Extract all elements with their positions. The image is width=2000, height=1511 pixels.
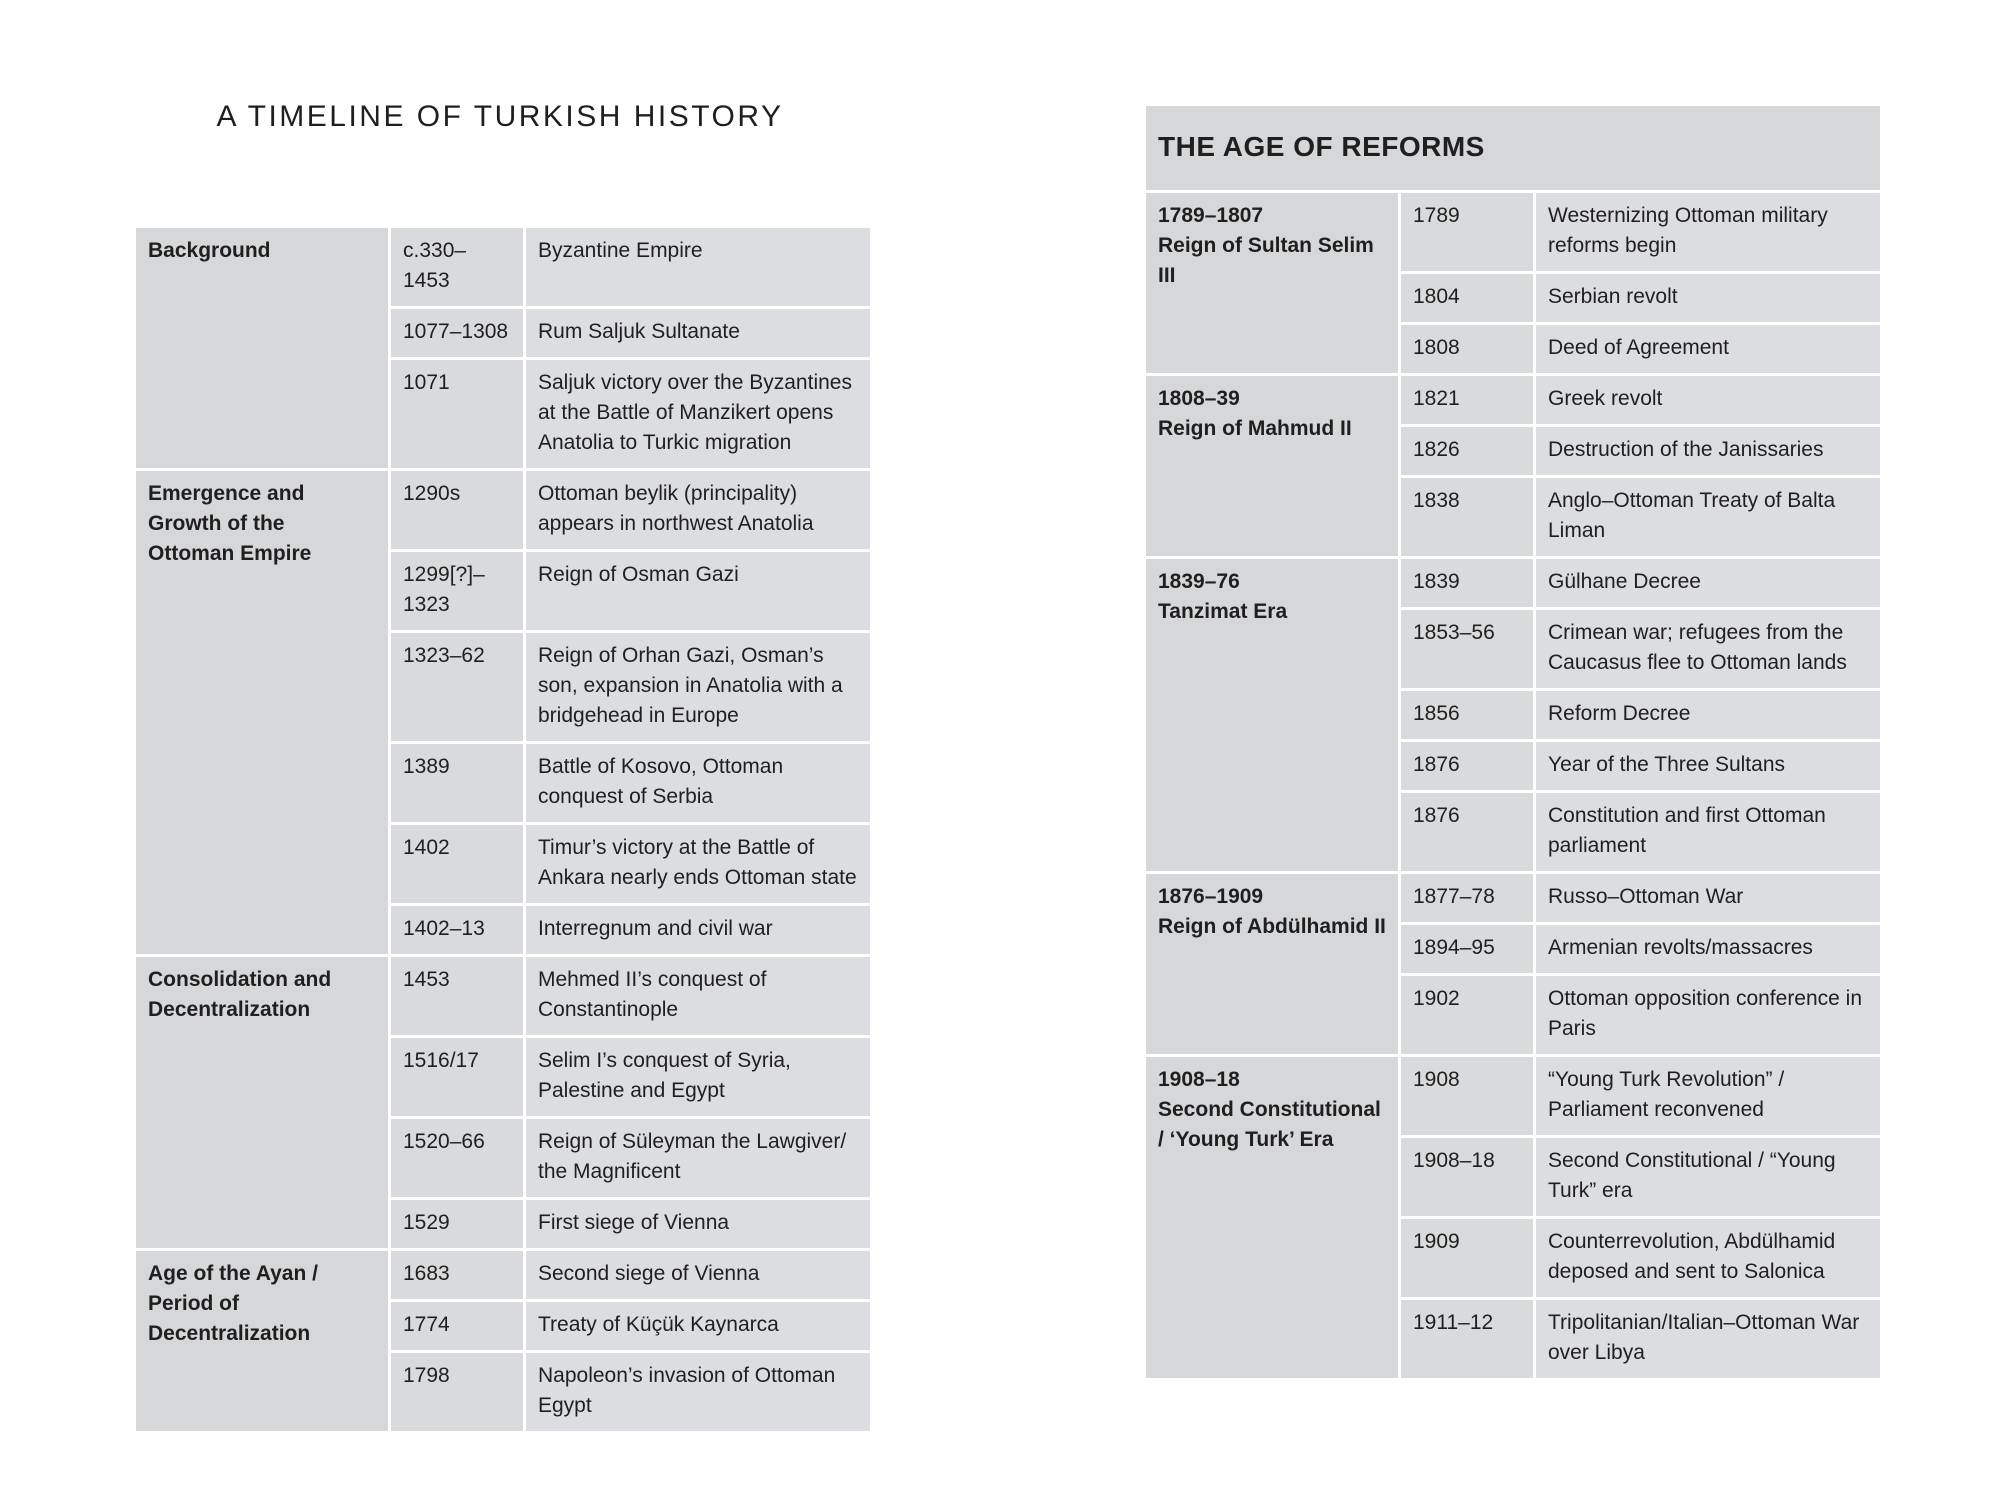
period-date: 1839–76 — [1158, 570, 1240, 593]
event-date: 1077–1308 — [390, 308, 525, 359]
left-page-title: A TIMELINE OF TURKISH HISTORY — [216, 100, 784, 133]
event-description: Westernizing Ottoman military reforms begin — [1535, 192, 1882, 273]
event-date: 1902 — [1400, 975, 1535, 1056]
event-date: 1516/17 — [390, 1037, 525, 1118]
period-cell — [135, 956, 390, 1250]
event-description: Reign of Osman Gazi — [525, 551, 872, 632]
event-description: Greek revolt — [1535, 375, 1882, 426]
event-date: 1821 — [1400, 375, 1535, 426]
event-description: Interregnum and civil war — [525, 905, 872, 956]
event-description: Napoleon’s invasion of Ottoman Egypt — [525, 1352, 872, 1433]
period-date: 1908–18 — [1158, 1068, 1240, 1091]
event-date: 1908 — [1400, 1056, 1535, 1137]
event-description: “Young Turk Revolution” / Parliament reconvened — [1535, 1056, 1882, 1137]
event-date: 1453 — [390, 956, 525, 1037]
event-date: 1908–18 — [1400, 1137, 1535, 1218]
event-description: Byzantine Empire — [525, 227, 872, 308]
left-timeline-table — [133, 225, 873, 1434]
timeline-row — [135, 470, 872, 551]
event-date: 1402–13 — [390, 905, 525, 956]
period-date: 1876–1909 — [1158, 885, 1264, 908]
event-date: 1856 — [1400, 690, 1535, 741]
event-date: c.330–1453 — [390, 227, 525, 308]
period-label: Emergence and Growth of the Ottoman Empire — [148, 482, 312, 565]
period-cell — [1145, 873, 1400, 1056]
event-description: Destruction of the Janissaries — [1535, 426, 1882, 477]
event-date: 1853–56 — [1400, 609, 1535, 690]
timeline-row — [1145, 192, 1882, 273]
event-date: 1789 — [1400, 192, 1535, 273]
period-label: Reign of Mahmud II — [1158, 417, 1352, 440]
event-date: 1323–62 — [390, 632, 525, 743]
timeline-row — [135, 227, 872, 308]
event-description: Saljuk victory over the Byzantines at the Battle of Manzikert opens Anatolia to Turkic migration — [525, 359, 872, 470]
period-cell — [135, 1250, 390, 1433]
event-description: Treaty of Küçük Kaynarca — [525, 1301, 872, 1352]
event-description: Reform Decree — [1535, 690, 1882, 741]
timeline-row — [1145, 1056, 1882, 1137]
reforms-title-row — [1145, 105, 1882, 192]
event-date: 1877–78 — [1400, 873, 1535, 924]
event-date: 1876 — [1400, 741, 1535, 792]
event-description: Russo–Ottoman War — [1535, 873, 1882, 924]
period-cell — [1145, 192, 1400, 375]
event-description: Armenian revolts/massacres — [1535, 924, 1882, 975]
event-date: 1299[?]–1323 — [390, 551, 525, 632]
event-description: Gülhane Decree — [1535, 558, 1882, 609]
period-cell — [135, 227, 390, 470]
period-cell — [1145, 558, 1400, 873]
period-cell — [135, 470, 390, 956]
event-date: 1389 — [390, 743, 525, 824]
event-date: 1808 — [1400, 324, 1535, 375]
period-date: 1808–39 — [1158, 387, 1240, 410]
timeline-row — [1145, 375, 1882, 426]
event-date: 1838 — [1400, 477, 1535, 558]
period-date: 1789–1807 — [1158, 204, 1264, 227]
event-description: Counterrevolution, Abdülhamid deposed and sent to Salonica — [1535, 1218, 1882, 1299]
event-description: Reign of Süleyman the Lawgiver/ the Magnificent — [525, 1118, 872, 1199]
event-description: Second Constitutional / “Young Turk” era — [1535, 1137, 1882, 1218]
event-description: Selim I’s conquest of Syria, Palestine and Egypt — [525, 1037, 872, 1118]
event-description: Year of the Three Sultans — [1535, 741, 1882, 792]
period-label: Consolidation and Decentralization — [148, 968, 332, 1021]
event-description: Ottoman beylik (principality) appears in northwest Anatolia — [525, 470, 872, 551]
event-description: Tripolitanian/Italian–Ottoman War over Libya — [1535, 1299, 1882, 1380]
event-date: 1071 — [390, 359, 525, 470]
period-label: Second Constitutional / ‘Young Turk’ Era — [1158, 1098, 1381, 1151]
event-date: 1894–95 — [1400, 924, 1535, 975]
period-label: Tanzimat Era — [1158, 600, 1288, 623]
event-date: 1804 — [1400, 273, 1535, 324]
event-date: 1876 — [1400, 792, 1535, 873]
period-label: Age of the Ayan / Period of Decentralization — [148, 1262, 318, 1345]
event-date: 1520–66 — [390, 1118, 525, 1199]
timeline-row — [135, 1250, 872, 1301]
event-date: 1798 — [390, 1352, 525, 1433]
event-date: 1529 — [390, 1199, 525, 1250]
event-description: Anglo–Ottoman Treaty of Balta Liman — [1535, 477, 1882, 558]
event-description: Constitution and first Ottoman parliament — [1535, 792, 1882, 873]
event-description: Timur’s victory at the Battle of Ankara nearly ends Ottoman state — [525, 824, 872, 905]
event-date: 1290s — [390, 470, 525, 551]
event-date: 1911–12 — [1400, 1299, 1535, 1380]
period-cell — [1145, 375, 1400, 558]
event-date: 1683 — [390, 1250, 525, 1301]
event-description: Reign of Orhan Gazi, Osman’s son, expansion in Anatolia with a bridgehead in Europe — [525, 632, 872, 743]
event-description: Rum Saljuk Sultanate — [525, 308, 872, 359]
reforms-timeline-table — [1143, 103, 1883, 1381]
period-label: Reign of Sultan Selim III — [1158, 234, 1374, 287]
reforms-title: THE AGE OF REFORMS — [1145, 105, 1882, 192]
timeline-row — [135, 956, 872, 1037]
event-description: Mehmed II’s conquest of Constantinople — [525, 956, 872, 1037]
period-cell — [1145, 1056, 1400, 1380]
event-description: Deed of Agreement — [1535, 324, 1882, 375]
event-description: Second siege of Vienna — [525, 1250, 872, 1301]
event-date: 1839 — [1400, 558, 1535, 609]
event-date: 1774 — [390, 1301, 525, 1352]
event-description: Crimean war; refugees from the Caucasus flee to Ottoman lands — [1535, 609, 1882, 690]
event-date: 1826 — [1400, 426, 1535, 477]
event-description: Battle of Kosovo, Ottoman conquest of Serbia — [525, 743, 872, 824]
event-description: Ottoman opposition conference in Paris — [1535, 975, 1882, 1056]
event-date: 1909 — [1400, 1218, 1535, 1299]
event-date: 1402 — [390, 824, 525, 905]
event-description: First siege of Vienna — [525, 1199, 872, 1250]
event-description: Serbian revolt — [1535, 273, 1882, 324]
period-label: Reign of Abdülhamid II — [1158, 915, 1386, 938]
timeline-row — [1145, 873, 1882, 924]
period-label: Background — [148, 239, 271, 262]
timeline-row — [1145, 558, 1882, 609]
